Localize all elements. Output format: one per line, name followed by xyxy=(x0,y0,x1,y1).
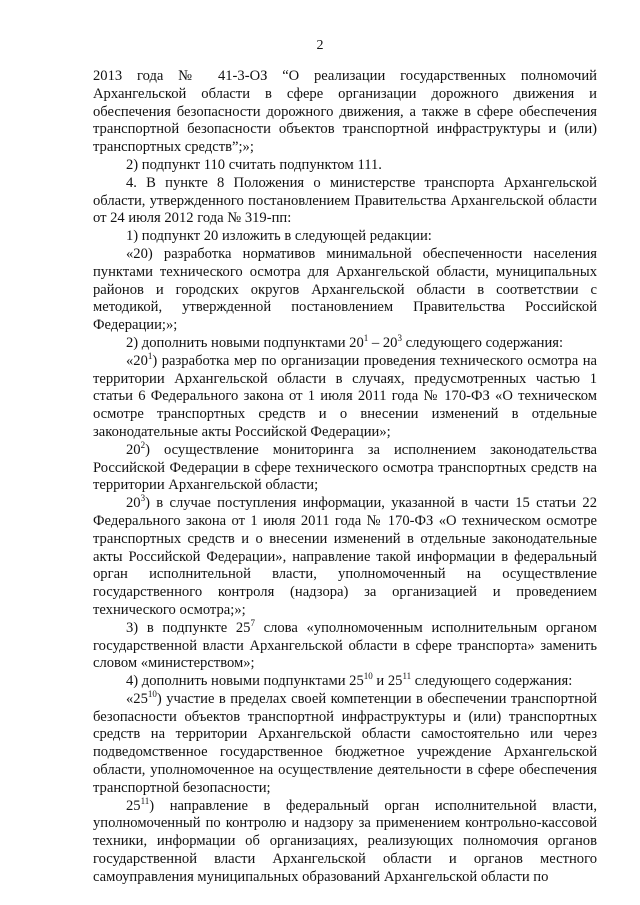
paragraph xyxy=(93,495,597,620)
paragraph xyxy=(93,332,597,353)
page-number: 2 xyxy=(316,38,324,53)
superscript-index: 3 xyxy=(397,332,402,343)
text-run: – 20 xyxy=(368,334,398,351)
superscript-index: 7 xyxy=(250,617,255,628)
superscript-index: 2 xyxy=(140,439,146,450)
text-run: ) направление в федеральный орган исполнительной власти, уполномоченный по контролю и надзору за применением контрольно-кассовой техники, информации об организациях, реализующих полномочия органов государственной власти Архангельской области и органов местного самоуправления муниципальных образований Архангельской области по xyxy=(93,797,597,885)
paragraph xyxy=(93,246,597,335)
paragraph xyxy=(93,175,597,228)
text-run: следующего содержания: xyxy=(411,673,573,690)
superscript-index: 1 xyxy=(363,332,369,343)
paragraph xyxy=(93,439,597,495)
text-run: 20 xyxy=(126,495,141,512)
text-run: слова «уполномоченным исполнительным органом государственной власти Архангельской области в сфере транспорта» заменить словом «министерством»; xyxy=(93,619,597,672)
text-run: ) осуществление мониторинга за исполнением законодательства Российской Федерации в сфере технического осмотра транспортных средств на территории Архангельской области; xyxy=(93,441,597,494)
text-run: следующего содержания: xyxy=(401,334,564,351)
paragraph xyxy=(93,617,597,673)
paragraph xyxy=(93,673,597,691)
text-run: ) в случае поступления информации, указанной в части 15 статьи 22 Федерального закона от 1 июля 2011 года № 170-ФЗ «О техническом осмотре транспортных средств и о внесении изменений в отдельные законодательные акты Российской Федерации», направление такой информации в федеральный орган исполнительной власти, уполномоченный на осуществление государственного контроля (надзора) за организацией и проведением технического осмотра;»; xyxy=(93,495,597,618)
paragraph xyxy=(93,228,597,246)
text-run: 2013 года № 41-3-ОЗ “О реализации государственных полномочий Архангельской области в сфере организации дорожного движения и обеспечения безопасности дорожного движения, а также в сфере обеспечения транспортной безопасности объектов транспортной инфраструктуры и (или) транспортных средств”;»; xyxy=(93,68,597,156)
text-run: 4) дополнить новыми подпунктами 25 xyxy=(126,673,364,690)
text-run: 4. В пункте 8 Положения о министерстве транспорта Архангельской области, утвержденного постановлением Правительства Архангельской области от 24 июля 2012 года № 319-пп: xyxy=(93,174,597,227)
superscript-index: 1 xyxy=(147,350,153,361)
text-run: «20 xyxy=(126,352,148,369)
text-run: 25 xyxy=(126,797,141,814)
document-body xyxy=(93,68,597,887)
text-run: 20 xyxy=(126,441,141,458)
paragraph xyxy=(93,795,597,887)
superscript-index: 11 xyxy=(140,795,150,806)
text-run: «25 xyxy=(126,690,148,707)
text-run: 2) подпункт 110 считать подпунктом 111. xyxy=(126,156,382,173)
text-run: ) участие в пределах своей компетенции в обеспечении транспортной безопасности объектов транспортной инфраструктуры и (или) транспортных средств на территории Архангельской области самостоятельно или через подведомственное государственное бюджетное учреждение Архангельской области, уполномоченное на осуществление деятельности в сфере обеспечения транспортной безопасности; xyxy=(93,690,597,796)
superscript-index: 10 xyxy=(363,671,373,682)
superscript-index: 10 xyxy=(147,688,157,699)
paragraph xyxy=(93,688,597,798)
text-run: 1) подпункт 20 изложить в следующей редакции: xyxy=(126,228,432,245)
superscript-index: 3 xyxy=(140,493,146,504)
text-run: 3) в подпункте 25 xyxy=(126,619,251,636)
text-run: ) разработка мер по организации проведения технического осмотра на территории Архангельской области в случаях, предусмотренных частью 1 статьи 6 Федерального закона от 1 июля 2011 года № 170-ФЗ «О техническом осмотре транспортных средств и о внесении изменений в отдельные законодательные акты Российской Федерации»; xyxy=(93,352,597,440)
paragraph xyxy=(93,350,597,442)
paragraph xyxy=(93,68,597,157)
text-run: «20) разработка нормативов минимальной обеспеченности населения пунктами технического осмотра для Архангельской области, муниципальных районов и городских округов Архангельской области в соответствии с методикой, утвержденной постановлением Правительства Российской Федерации;»; xyxy=(93,245,597,334)
text-run: 2) дополнить новыми подпунктами 20 xyxy=(126,334,364,351)
superscript-index: 11 xyxy=(402,671,412,682)
paragraph xyxy=(93,157,597,175)
text-run: и 25 xyxy=(372,673,403,690)
